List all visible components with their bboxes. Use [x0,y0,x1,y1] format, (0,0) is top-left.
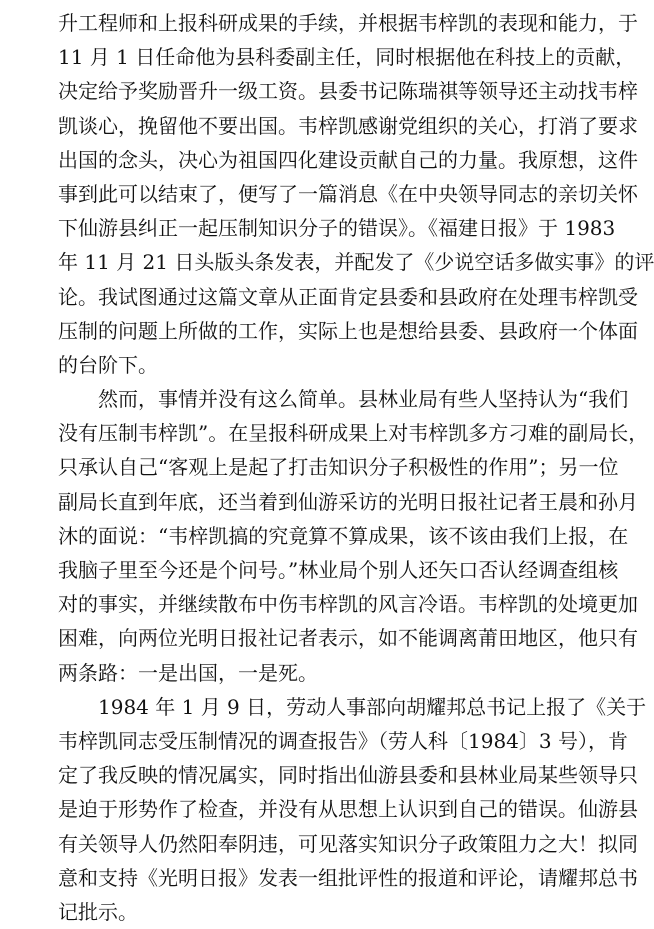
text-line: 升工程师和上报科研成果的手续，并根据韦梓凯的表现和能力，于 [58,11,638,35]
body-text [58,6,654,929]
text-line: 下仙游县纠正一起压制知识分子的错误》。《福建日报》于 1983 [58,216,616,241]
text-line: 韦梓凯同志受压制情况的调查报告》（劳人科〔1984〕3 号），肯 [58,728,628,753]
text-line: 出国的念头，决心为祖国四化建设贡献自己的力量。我原想，这件 [58,147,638,172]
text-line: 的台阶下。 [58,352,158,377]
text-line: 没有压制韦梓凯”。在呈报科研成果上对韦梓凯多方刁难的副局长， [58,421,649,446]
paragraph-start-line: 然而，事情并没有这么简单。县林业局有些人坚持认为“我们 [58,387,629,412]
text-line: 事到此可以结束了，便写了一篇消息《在中央领导同志的亲切关怀 [58,181,638,206]
text-line: 意和支持《光明日报》发表一组批评性的报道和评论，请耀邦总书 [58,865,638,890]
text-line: 记批示。 [58,899,138,924]
text-line: 对的事实，并继续散布中伤韦梓凯的风言冷语。韦梓凯的处境更加 [58,592,638,617]
text-line: 是迫于形势作了检查，并没有从思想上认识到自己的错误。仙游县 [58,797,638,822]
text-line: 定了我反映的情况属实，同时指出仙游县委和县林业局某些领导只 [58,763,638,788]
text-line: 论。我试图通过这篇文章从正面肯定县委和县政府在处理韦梓凯受 [58,284,638,309]
text-line: 我脑子里至今还是个问号。”林业局个别人还矢口否认经调查组核 [58,558,619,582]
text-line: 困难，向两位光明日报社记者表示，如不能调离莆田地区，他只有 [58,626,638,651]
text-line: 有关领导人仍然阳奉阴违，可见落实知识分子政策阻力之大！拟同 [58,831,638,856]
text-line: 凯谈心，挽留他不要出国。韦梓凯感谢党组织的关心，打消了要求 [58,113,638,138]
text-line: 沐的面说：“韦梓凯搞的究竟算不算成果，该不该由我们上报，在 [58,523,629,548]
text-line: 副局长直到年底，还当着到仙游采访的光明日报社记者王晨和孙月 [58,489,638,514]
text-line: 只承认自己“客观上是起了打击知识分子积极性的作用”；另一位 [58,455,619,480]
paragraph-start-line: 1984 年 1 月 9 日，劳动人事部向胡耀邦总书记上报了《关于 [58,694,647,719]
text-line: 两条路：一是出国，一是死。 [58,660,318,685]
text-line: 决定给予奖励晋升一级工资。县委书记陈瑞祺等领导还主动找韦梓 [58,79,638,104]
text-line: 压制的问题上所做的工作，实际上也是想给县委、县政府一个体面 [58,318,638,343]
text-line: 年 11 月 21 日头版头条发表，并配发了《少说空话多做实事》的评 [58,250,654,275]
text-line: 11 月 1 日任命他为县科委副主任，同时根据他在科技上的贡献， [58,45,636,70]
